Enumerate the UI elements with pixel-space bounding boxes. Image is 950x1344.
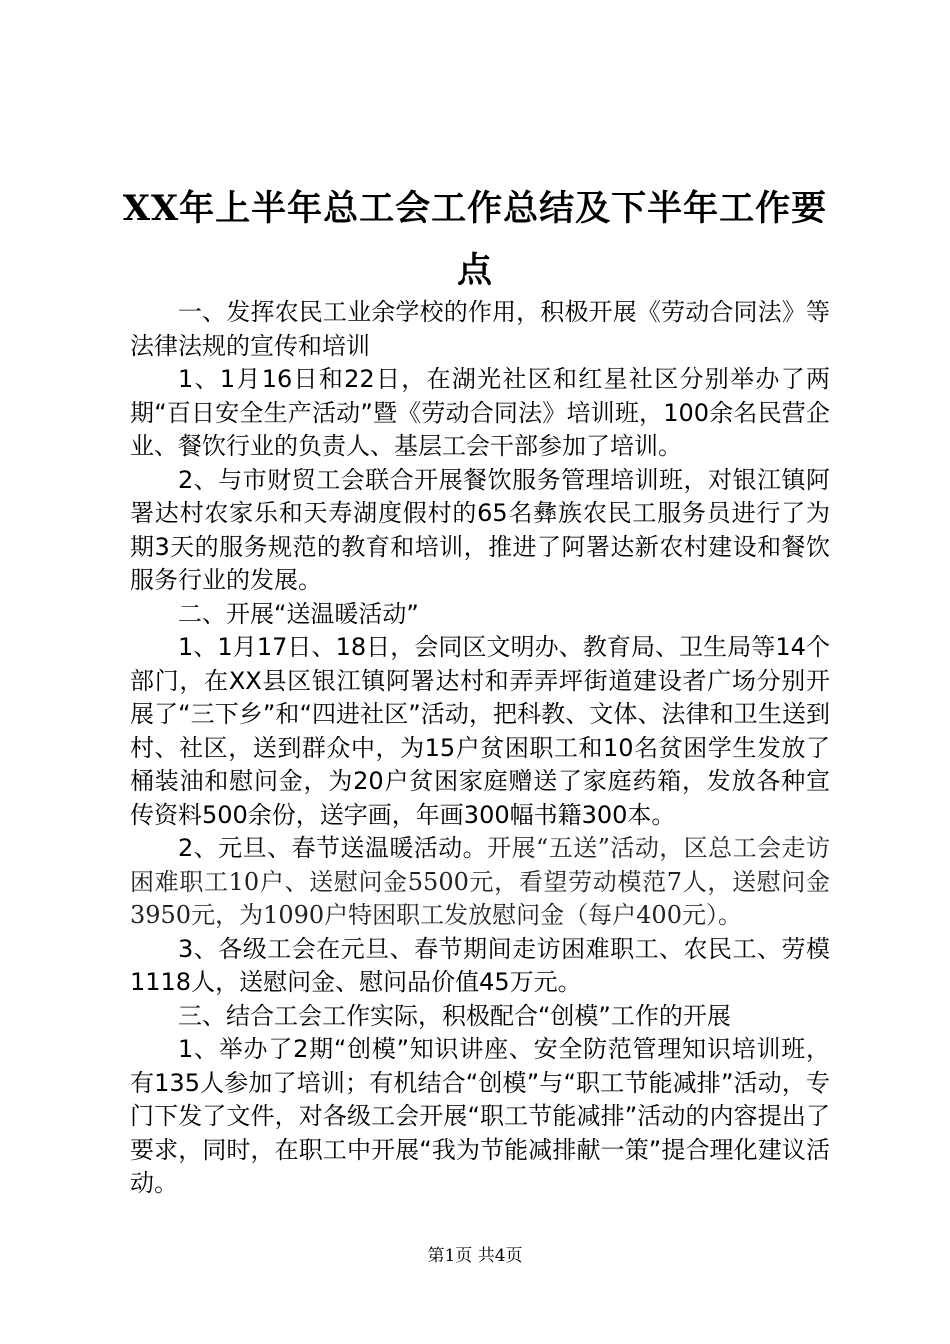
page-footer: 第1页 共4页 [427, 1246, 523, 1266]
paragraph-2-1: 1、1月17日、18日，会同区文明办、教育局、卫生局等14个部门，在XX县区银江镇阿署达村和弄弄坪街道建设者广场分别开展了“三下乡”和“四进社区”活动，把科教、文体、法律和卫生送到村、社区，送到群众中，为15户贫困职工和10名贫困学生发放了桶装油和慰问金，为20户贫困家庭赠送了家庭药箱，发放各种宣传资料500余份，送字画，年画300幅书籍300本。 [130, 633, 830, 829]
document-title: XX年上半年总工会工作总结及下半年工作要点 [122, 188, 828, 291]
paragraph-1-2: 2、与市财贸工会联合开展餐饮服务管理培训班，对银江镇阿署达村农家乐和天寿湖度假村的65名彝族农民工服务员进行了为期3天的服务规范的教育和培训，推进了阿署达新农村建设和餐饮服务行业的发展。 [130, 465, 830, 594]
paragraph-3-1: 1、举办了2期“创模”知识讲座、安全防范管理知识培训班，有135人参加了培训；有机结合“创模”与“职工节能减排”活动，专门下发了文件，对各级工会开展“职工节能减排”活动的内容提出了要求，同时，在职工中开展“我为节能减排献一策”提合理化建议活动。 [130, 1035, 830, 1197]
document-body [130, 296, 830, 1201]
paragraph-2-2 [130, 832, 830, 933]
paragraph-1-1: 1、1月16日和22日，在湖光社区和红星社区分别举办了两期“百日安全生产活动”暨《劳动合同法》培训班，100余名民营企业、餐饮行业的负责人、基层工会干部参加了培训。 [130, 365, 830, 460]
section-heading-2: 二、开展“送温暖活动” [178, 599, 419, 628]
section-heading-3: 三、结合工会工作实际，积极配合“创模”工作的开展 [178, 1001, 731, 1030]
paragraph-2-2-lead: 2、元旦、春节送温暖活动。 [178, 834, 488, 862]
paragraph-2-3: 3、各级工会在元旦、春节期间走访困难职工、农民工、劳模1118人，送慰问金、慰问品价值45万元。 [130, 934, 830, 996]
section-heading-1: 一、发挥农民工业余学校的作用，积极开展《劳动合同法》等法律法规的宣传和培训 [130, 298, 830, 360]
paragraph-2-2-rest: 开展“五送”活动，区总工会走访困难职工10户、送慰问金5500元，看望劳动模范7人，送慰问金3950元，为1090户特困职工发放慰问金（每户400元）。 [130, 834, 830, 929]
